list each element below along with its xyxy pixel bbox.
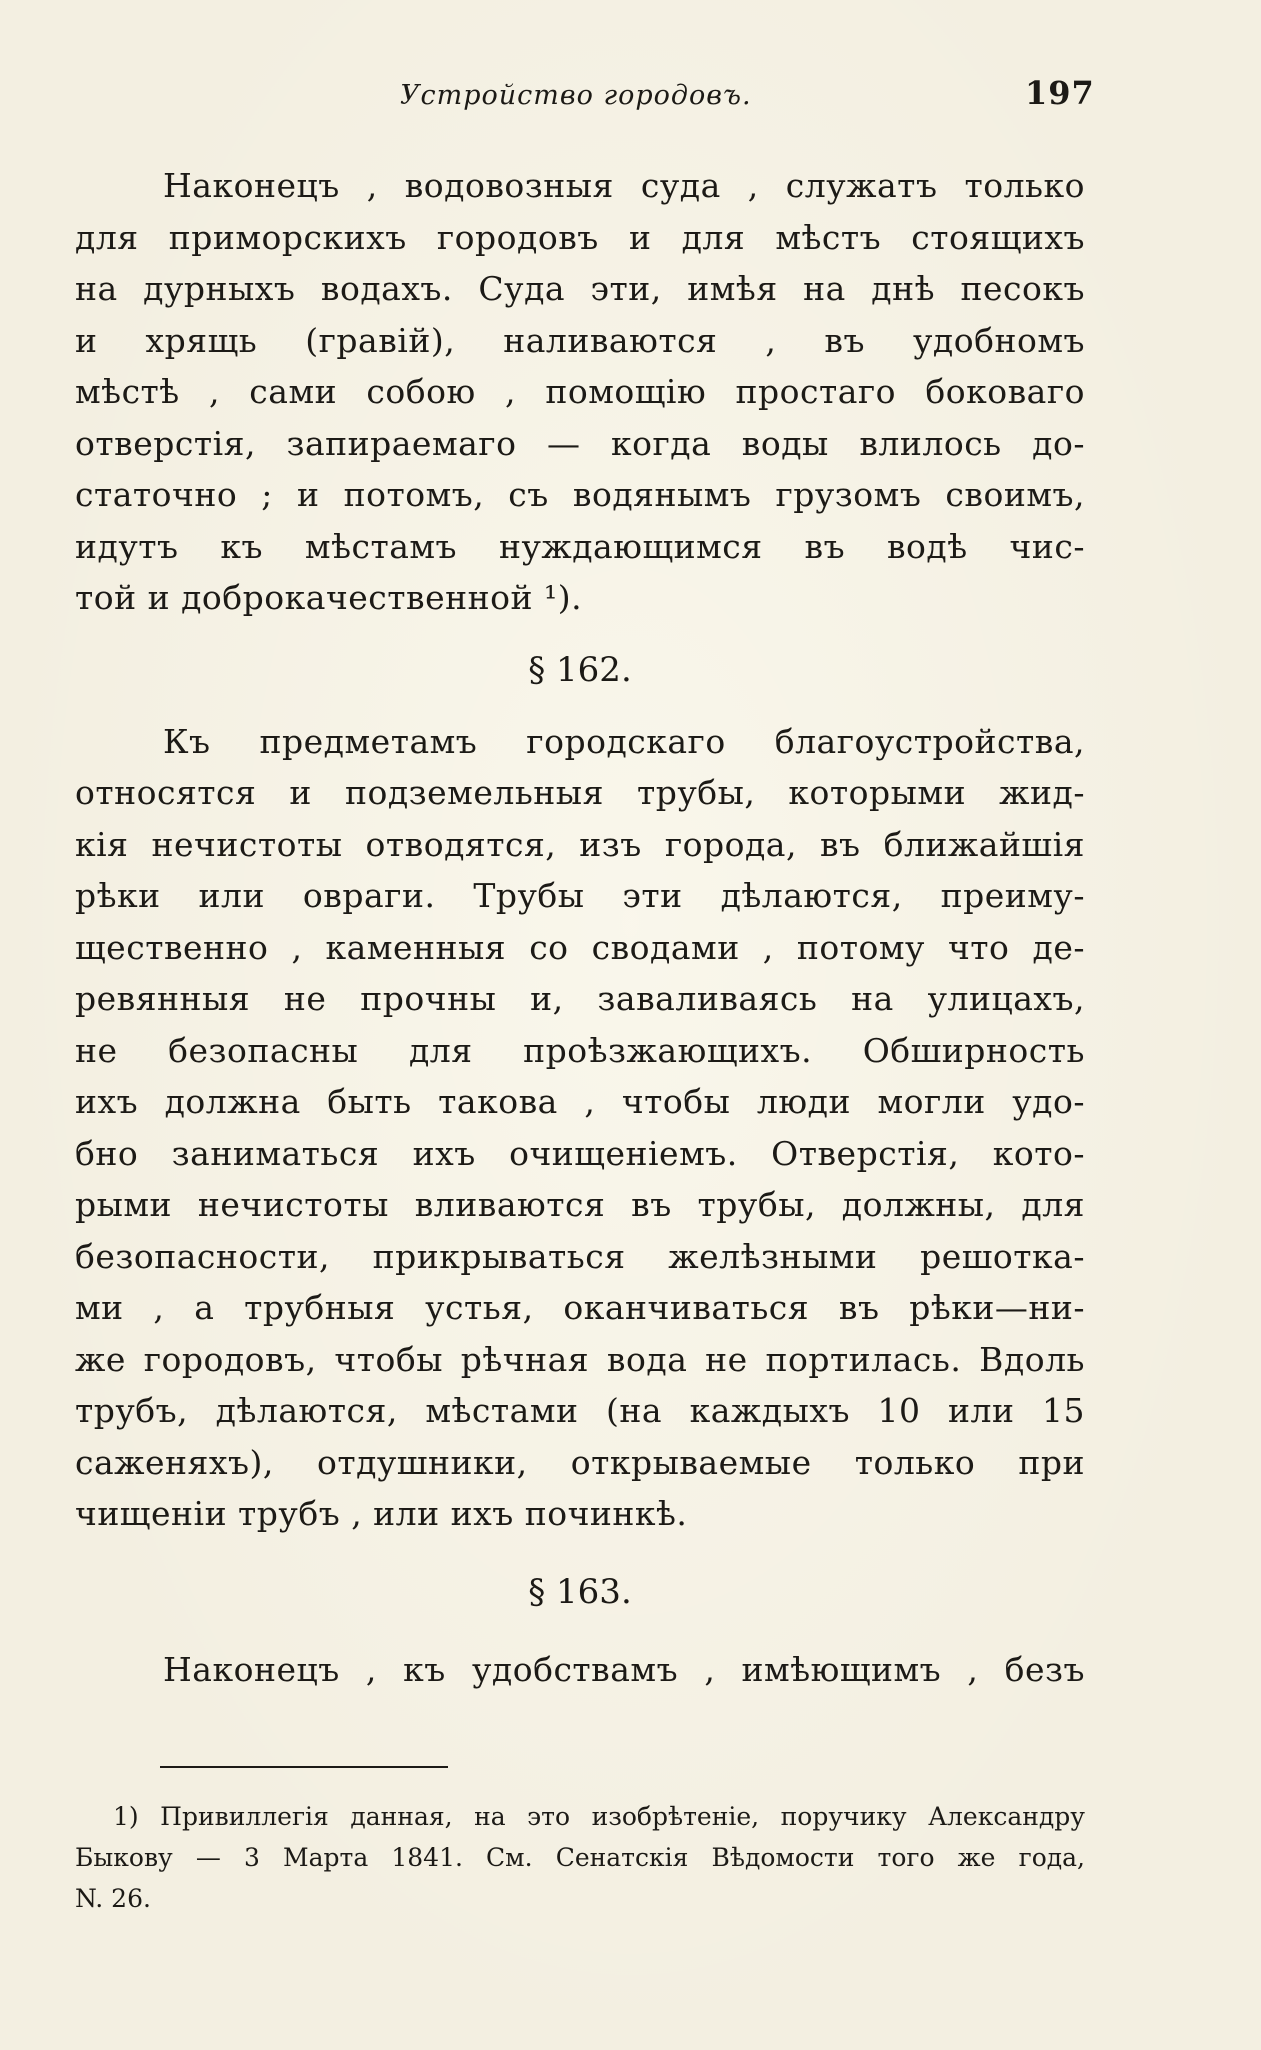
text-line: щественно , каменныя со сводами , потому что де- [75,927,1085,967]
paragraph [75,160,1085,624]
text-line: трубъ, дѣлаются, мѣстами (на каждыхъ 10 или 15 [75,1391,1085,1430]
text-line: идутъ къ мѣстамъ нуждающимся въ водѣ чис- [75,526,1085,566]
text-line: же городовъ, чтобы рѣчная вода не портилась. Вдоль [75,1339,1085,1379]
text-line: мѣстѣ , сами собою , помощію простаго боковаго [75,372,1085,411]
text-line: безопасности, прикрываться желѣзными решотка- [75,1236,1085,1276]
text-line: относятся и подземельныя трубы, которыми жид- [75,773,1085,812]
text-line: бно заниматься ихъ очищеніемъ. Отверстія, кото- [75,1133,1085,1173]
text-line: на дурныхъ водахъ. Суда эти, имѣя на днѣ песокъ [75,269,1085,308]
body-text [75,160,1085,1695]
text-line: кія нечистоты отводятся, изъ города, въ ближайшія [75,824,1085,864]
text-line: рѣки или овраги. Трубы эти дѣлаются, преиму- [75,876,1085,915]
text-line: не безопасны для проѣзжающихъ. Обширность [75,1030,1085,1070]
footnote-line: 1) Привиллегія данная, на это изобрѣтеніе, поручику Александру [113,1802,1085,1831]
page-header [0,74,1261,118]
text-line: отверстія, запираемаго — когда воды влилось до- [75,423,1085,463]
text-line: ми , а трубныя устья, оканчиваться въ рѣки—ни- [75,1288,1085,1327]
text-line: ихъ должна быть такова , чтобы люди могли удо- [75,1082,1085,1121]
text-line: чищеніи трубъ , или ихъ починкѣ. [75,1494,688,1533]
text-line: статочно ; и потомъ, съ водянымъ грузомъ своимъ, [75,475,1085,514]
footnote-line: Быкову — 3 Марта 1841. См. Сенатскія Вѣдомости того же года, [75,1843,1085,1872]
text-line: Къ предметамъ городскаго благоустройства, [163,721,1085,761]
running-title: Устройство городовъ. [400,80,752,111]
footnote-divider [160,1766,448,1768]
text-line: саженяхъ), отдушники, открываемые только при [75,1442,1085,1482]
text-line: Наконецъ , къ удобствамъ , имѣющимъ , безъ [163,1649,1085,1689]
footnotes [75,1796,1085,1919]
text-line: рыми нечистоты вливаются въ трубы, должны, для [75,1185,1085,1224]
paragraph [75,1644,1085,1696]
footnote-line: N. 26. [75,1884,151,1913]
text-line: для приморскихъ городовъ и для мѣстъ стоящихъ [75,217,1085,257]
text-line: ревянныя не прочны и, заваливаясь на улицахъ, [75,979,1085,1018]
section-heading: § 163. [528,1571,632,1612]
section-heading: § 162. [528,649,632,690]
text-line: Наконецъ , водовозныя суда , служатъ только [163,166,1085,205]
text-line: и хрящь (гравій), наливаются , въ удобномъ [75,320,1085,360]
page-number: 197 [1025,74,1095,112]
text-line: той и доброкачественной ¹). [75,578,583,617]
paragraph [75,716,1085,1540]
